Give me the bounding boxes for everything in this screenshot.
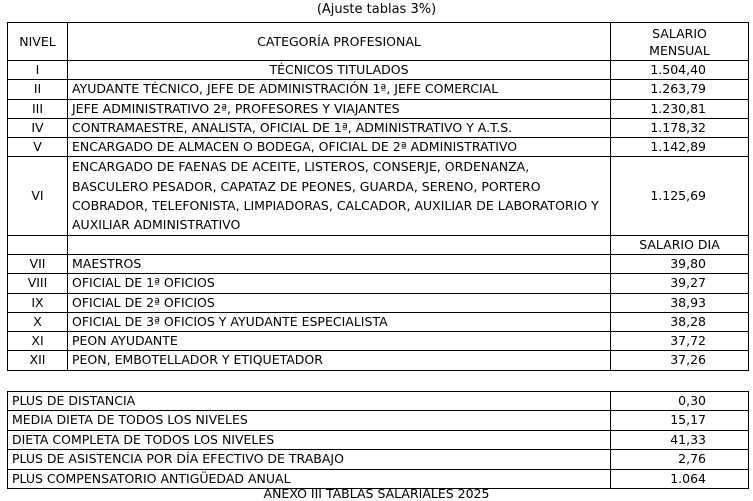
salario-cell: 1.230,81 bbox=[611, 99, 749, 118]
table-header-row bbox=[8, 23, 749, 61]
extras-row bbox=[8, 411, 749, 430]
header-salario-line1: SALARIO bbox=[652, 25, 707, 41]
header-salario-line2: MENSUAL bbox=[649, 42, 710, 58]
salario-cell: 1.142,89 bbox=[611, 138, 749, 157]
header-salario-dia: SALARIO DIA bbox=[611, 235, 749, 254]
salary-table bbox=[7, 22, 749, 371]
table-row bbox=[8, 157, 749, 235]
nivel-cell: XI bbox=[8, 332, 68, 351]
header-nivel: NIVEL bbox=[8, 23, 68, 61]
salario-cell: 37,72 bbox=[611, 332, 749, 351]
empty-cell bbox=[8, 235, 68, 254]
salario-cell: 39,80 bbox=[611, 254, 749, 273]
nivel-cell: VI bbox=[8, 157, 68, 235]
table-title: (Ajuste tablas 3%) bbox=[316, 2, 437, 17]
nivel-cell: X bbox=[8, 312, 68, 331]
concepto-cell: PLUS COMPENSATORIO ANTIGÜEDAD ANUAL bbox=[8, 469, 611, 488]
table-row bbox=[8, 99, 749, 118]
categoria-cell: OFICIAL DE 3ª OFICIOS Y AYUDANTE ESPECIALISTA bbox=[68, 312, 611, 331]
salario-cell: 37,26 bbox=[611, 351, 749, 370]
salario-cell: 38,28 bbox=[611, 312, 749, 331]
categoria-cell: OFICIAL DE 1ª OFICIOS bbox=[68, 274, 611, 293]
table-row bbox=[8, 80, 749, 99]
categoria-cell: ENCARGADO DE FAENAS DE ACEITE, LISTEROS, CONSERJE, ORDENANZA, BASCULERO PESADOR, CAPATAZ DE PEONES, GUARDA, SERENO, PORTERO COBRADOR, TELEFONISTA, LIMPIADORAS, CALCADOR, AUXILIAR DE LABORATORIO Y AUXILIAR ADMINISTRATIVO bbox=[68, 157, 611, 235]
empty-cell bbox=[68, 235, 611, 254]
nivel-cell: XII bbox=[8, 351, 68, 370]
categoria-cell: AYUDANTE TÉCNICO, JEFE DE ADMINISTRACIÓN 1ª, JEFE COMERCIAL bbox=[68, 80, 611, 99]
table-row bbox=[8, 293, 749, 312]
salario-dia-header-row bbox=[8, 235, 749, 254]
concepto-cell: PLUS DE ASISTENCIA POR DÍA EFECTIVO DE TRABAJO bbox=[8, 450, 611, 469]
nivel-cell: V bbox=[8, 138, 68, 157]
table-row bbox=[8, 61, 749, 80]
concepto-cell: MEDIA DIETA DE TODOS LOS NIVELES bbox=[8, 411, 611, 430]
categoria-cell: ENCARGADO DE ALMACEN O BODEGA, OFICIAL DE 2ª ADMINISTRATIVO bbox=[68, 138, 611, 157]
salario-cell: 38,93 bbox=[611, 293, 749, 312]
header-salario-mensual bbox=[611, 23, 749, 61]
categoria-cell: JEFE ADMINISTRATIVO 2ª, PROFESORES Y VIAJANTES bbox=[68, 99, 611, 118]
extras-row bbox=[8, 450, 749, 469]
table-row bbox=[8, 254, 749, 273]
valor-cell: 41,33 bbox=[611, 430, 749, 449]
categoria-cell: PEON AYUDANTE bbox=[68, 332, 611, 351]
extras-table bbox=[7, 391, 749, 489]
nivel-cell: III bbox=[8, 99, 68, 118]
concepto-cell: DIETA COMPLETA DE TODOS LOS NIVELES bbox=[8, 430, 611, 449]
nivel-cell: II bbox=[8, 80, 68, 99]
categoria-cell: PEON, EMBOTELLADOR Y ETIQUETADOR bbox=[68, 351, 611, 370]
categoria-cell: TÉCNICOS TITULADOS bbox=[68, 61, 611, 80]
annex-footer-title: ANEXO III TABLAS SALARIALES 2025 bbox=[263, 486, 490, 501]
salario-cell: 1.263,79 bbox=[611, 80, 749, 99]
valor-cell: 15,17 bbox=[611, 411, 749, 430]
categoria-cell: OFICIAL DE 2ª OFICIOS bbox=[68, 293, 611, 312]
salario-cell: 1.504,40 bbox=[611, 61, 749, 80]
table-row bbox=[8, 138, 749, 157]
header-categoria: CATEGORÍA PROFESIONAL bbox=[68, 23, 611, 61]
concepto-cell: PLUS DE DISTANCIA bbox=[8, 392, 611, 411]
nivel-cell: I bbox=[8, 61, 68, 80]
table-row bbox=[8, 312, 749, 331]
salario-cell: 39,27 bbox=[611, 274, 749, 293]
valor-cell: 0,30 bbox=[611, 392, 749, 411]
nivel-cell: VII bbox=[8, 254, 68, 273]
categoria-cell: CONTRAMAESTRE, ANALISTA, OFICIAL DE 1ª, ADMINISTRATIVO Y A.T.S. bbox=[68, 118, 611, 137]
valor-cell: 2,76 bbox=[611, 450, 749, 469]
nivel-cell: IV bbox=[8, 118, 68, 137]
table-row bbox=[8, 351, 749, 370]
extras-row bbox=[8, 430, 749, 449]
salario-cell: 1.125,69 bbox=[611, 157, 749, 235]
table-row bbox=[8, 118, 749, 137]
salario-cell: 1.178,32 bbox=[611, 118, 749, 137]
table-row bbox=[8, 332, 749, 351]
nivel-cell: VIII bbox=[8, 274, 68, 293]
extras-row bbox=[8, 392, 749, 411]
table-row bbox=[8, 274, 749, 293]
valor-cell: 1.064 bbox=[611, 469, 749, 488]
categoria-cell: MAESTROS bbox=[68, 254, 611, 273]
nivel-cell: IX bbox=[8, 293, 68, 312]
